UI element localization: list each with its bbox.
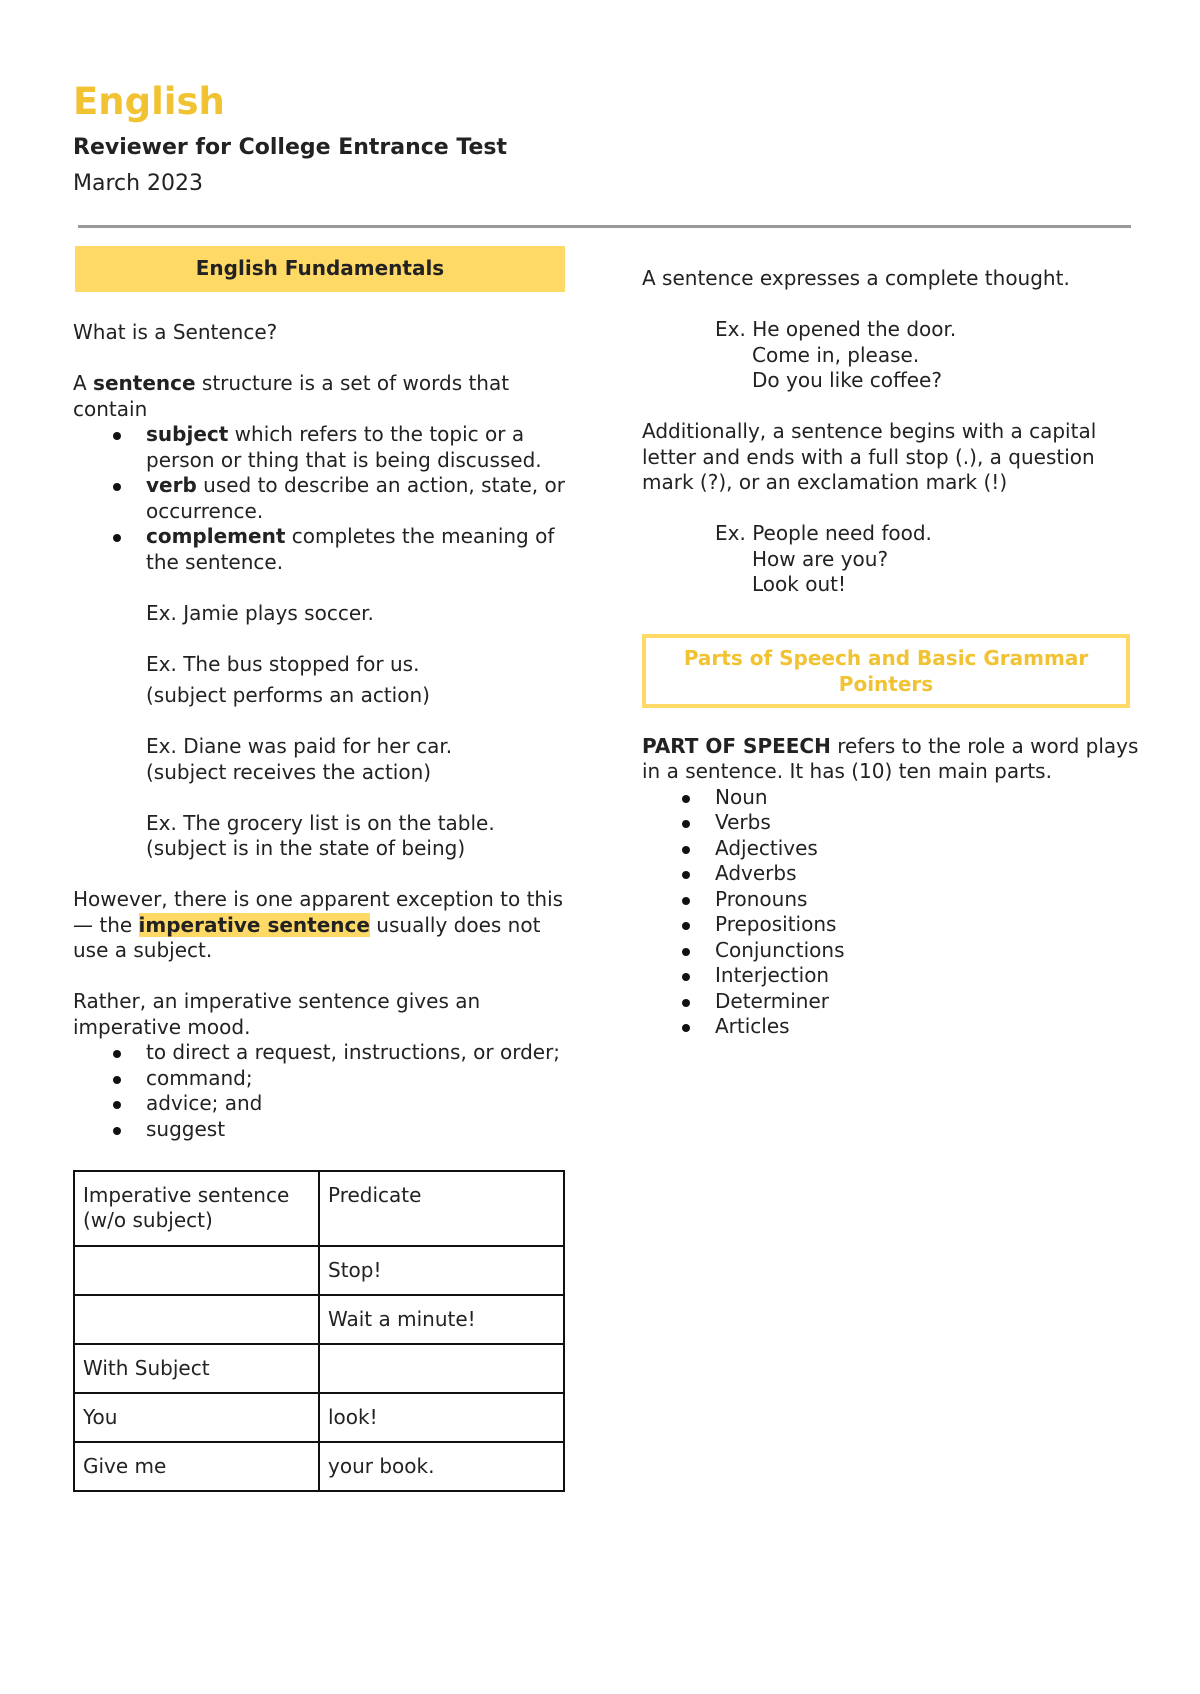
list-item: advice; and (73, 1091, 565, 1117)
table-cell: Give me (74, 1442, 319, 1491)
example-b-1: Ex. People need food. (715, 521, 932, 545)
components-list (73, 422, 565, 575)
imperative-uses-list (73, 1040, 565, 1142)
term-sentence: sentence (93, 371, 196, 395)
table-cell: look! (319, 1393, 564, 1442)
list-item: Pronouns (642, 887, 1142, 913)
example-2-note: (subject performs an action) (146, 683, 430, 707)
example-3-note: (subject receives the action) (146, 759, 432, 784)
list-item: verb used to describe an action, state, or occurrence. (73, 473, 565, 524)
right-column (642, 266, 1142, 1040)
list-item: Verbs (642, 810, 1142, 836)
example-1: Ex. Jamie plays soccer. (146, 600, 374, 625)
list-item: Noun (642, 785, 1142, 811)
list-item: Articles (642, 1014, 1142, 1040)
left-column (73, 246, 565, 1492)
table-cell: your book. (319, 1442, 564, 1491)
imperative-table (73, 1170, 565, 1492)
table-cell (74, 1295, 319, 1344)
table-cell (319, 1344, 564, 1393)
table-row (74, 1344, 564, 1393)
question-heading: What is a Sentence? (73, 320, 278, 344)
list-item: Interjection (642, 963, 1142, 989)
document-date: March 2023 (73, 171, 204, 196)
table-cell: Wait a minute! (319, 1295, 564, 1344)
list-item: Determiner (642, 989, 1142, 1015)
list-item: Adjectives (642, 836, 1142, 862)
example-3: Ex. Diane was paid for her car. (146, 734, 453, 758)
table-cell: Imperative sentence (w/o subject) (74, 1171, 319, 1246)
example-b-3: Look out! (752, 572, 846, 596)
table-row (74, 1295, 564, 1344)
table-row (74, 1246, 564, 1295)
example-b-2: How are you? (752, 546, 889, 571)
document-title: English (73, 80, 225, 123)
list-item: to direct a request, instructions, or order; (73, 1040, 565, 1066)
document-subtitle: Reviewer for College Entrance Test (73, 135, 508, 160)
table-cell: You (74, 1393, 319, 1442)
document-header (73, 80, 1133, 199)
table-cell (74, 1246, 319, 1295)
table-row (74, 1442, 564, 1491)
table-cell: With Subject (74, 1344, 319, 1393)
table-cell: Stop! (319, 1246, 564, 1295)
example-a-1: Ex. He opened the door. (715, 317, 957, 341)
list-item: Prepositions (642, 912, 1142, 938)
example-a-2: Come in, please. (752, 342, 920, 367)
list-item: complement completes the meaning of the sentence. (73, 524, 565, 575)
example-2: Ex. The bus stopped for us. (146, 651, 420, 676)
list-item: command; (73, 1066, 565, 1092)
sentence-definition: A sentence structure is a set of words that contain (73, 371, 510, 421)
term-part-of-speech: PART OF SPEECH (642, 733, 831, 758)
parts-of-speech-list (642, 785, 1142, 1040)
example-a-3: Do you like coffee? (752, 368, 942, 392)
list-item: Adverbs (642, 861, 1142, 887)
highlight-imperative-sentence: imperative sentence (138, 912, 370, 937)
table-row (74, 1171, 564, 1246)
exception-paragraph: However, there is one apparent exception to this— the imperative sentence usually does not use a subject. (73, 887, 564, 962)
table-row (74, 1393, 564, 1442)
punctuation-paragraph: Additionally, a sentence begins with a capital letter and ends with a full stop (.), a question mark (?), or an exclamation mark (!) (642, 419, 1097, 494)
example-4-note: (subject is in the state of being) (146, 836, 466, 860)
table-cell: Predicate (319, 1171, 564, 1246)
imperative-intro: Rather, an imperative sentence gives an imperative mood. (73, 989, 481, 1039)
part-of-speech-definition: PART OF SPEECH refers to the role a word plays in a sentence. It has (10) ten main parts. (642, 733, 1139, 783)
section-banner-parts-of-speech: Parts of Speech and Basic Grammar Pointers (642, 634, 1130, 708)
list-item: Conjunctions (642, 938, 1142, 964)
section-banner-fundamentals: English Fundamentals (75, 246, 565, 292)
horizontal-divider (78, 225, 1131, 228)
list-item: suggest (73, 1117, 565, 1143)
sentence-thought: A sentence expresses a complete thought. (642, 266, 1070, 290)
list-item: subject which refers to the topic or a person or thing that is being discussed. (73, 422, 565, 473)
example-4: Ex. The grocery list is on the table. (146, 810, 495, 835)
